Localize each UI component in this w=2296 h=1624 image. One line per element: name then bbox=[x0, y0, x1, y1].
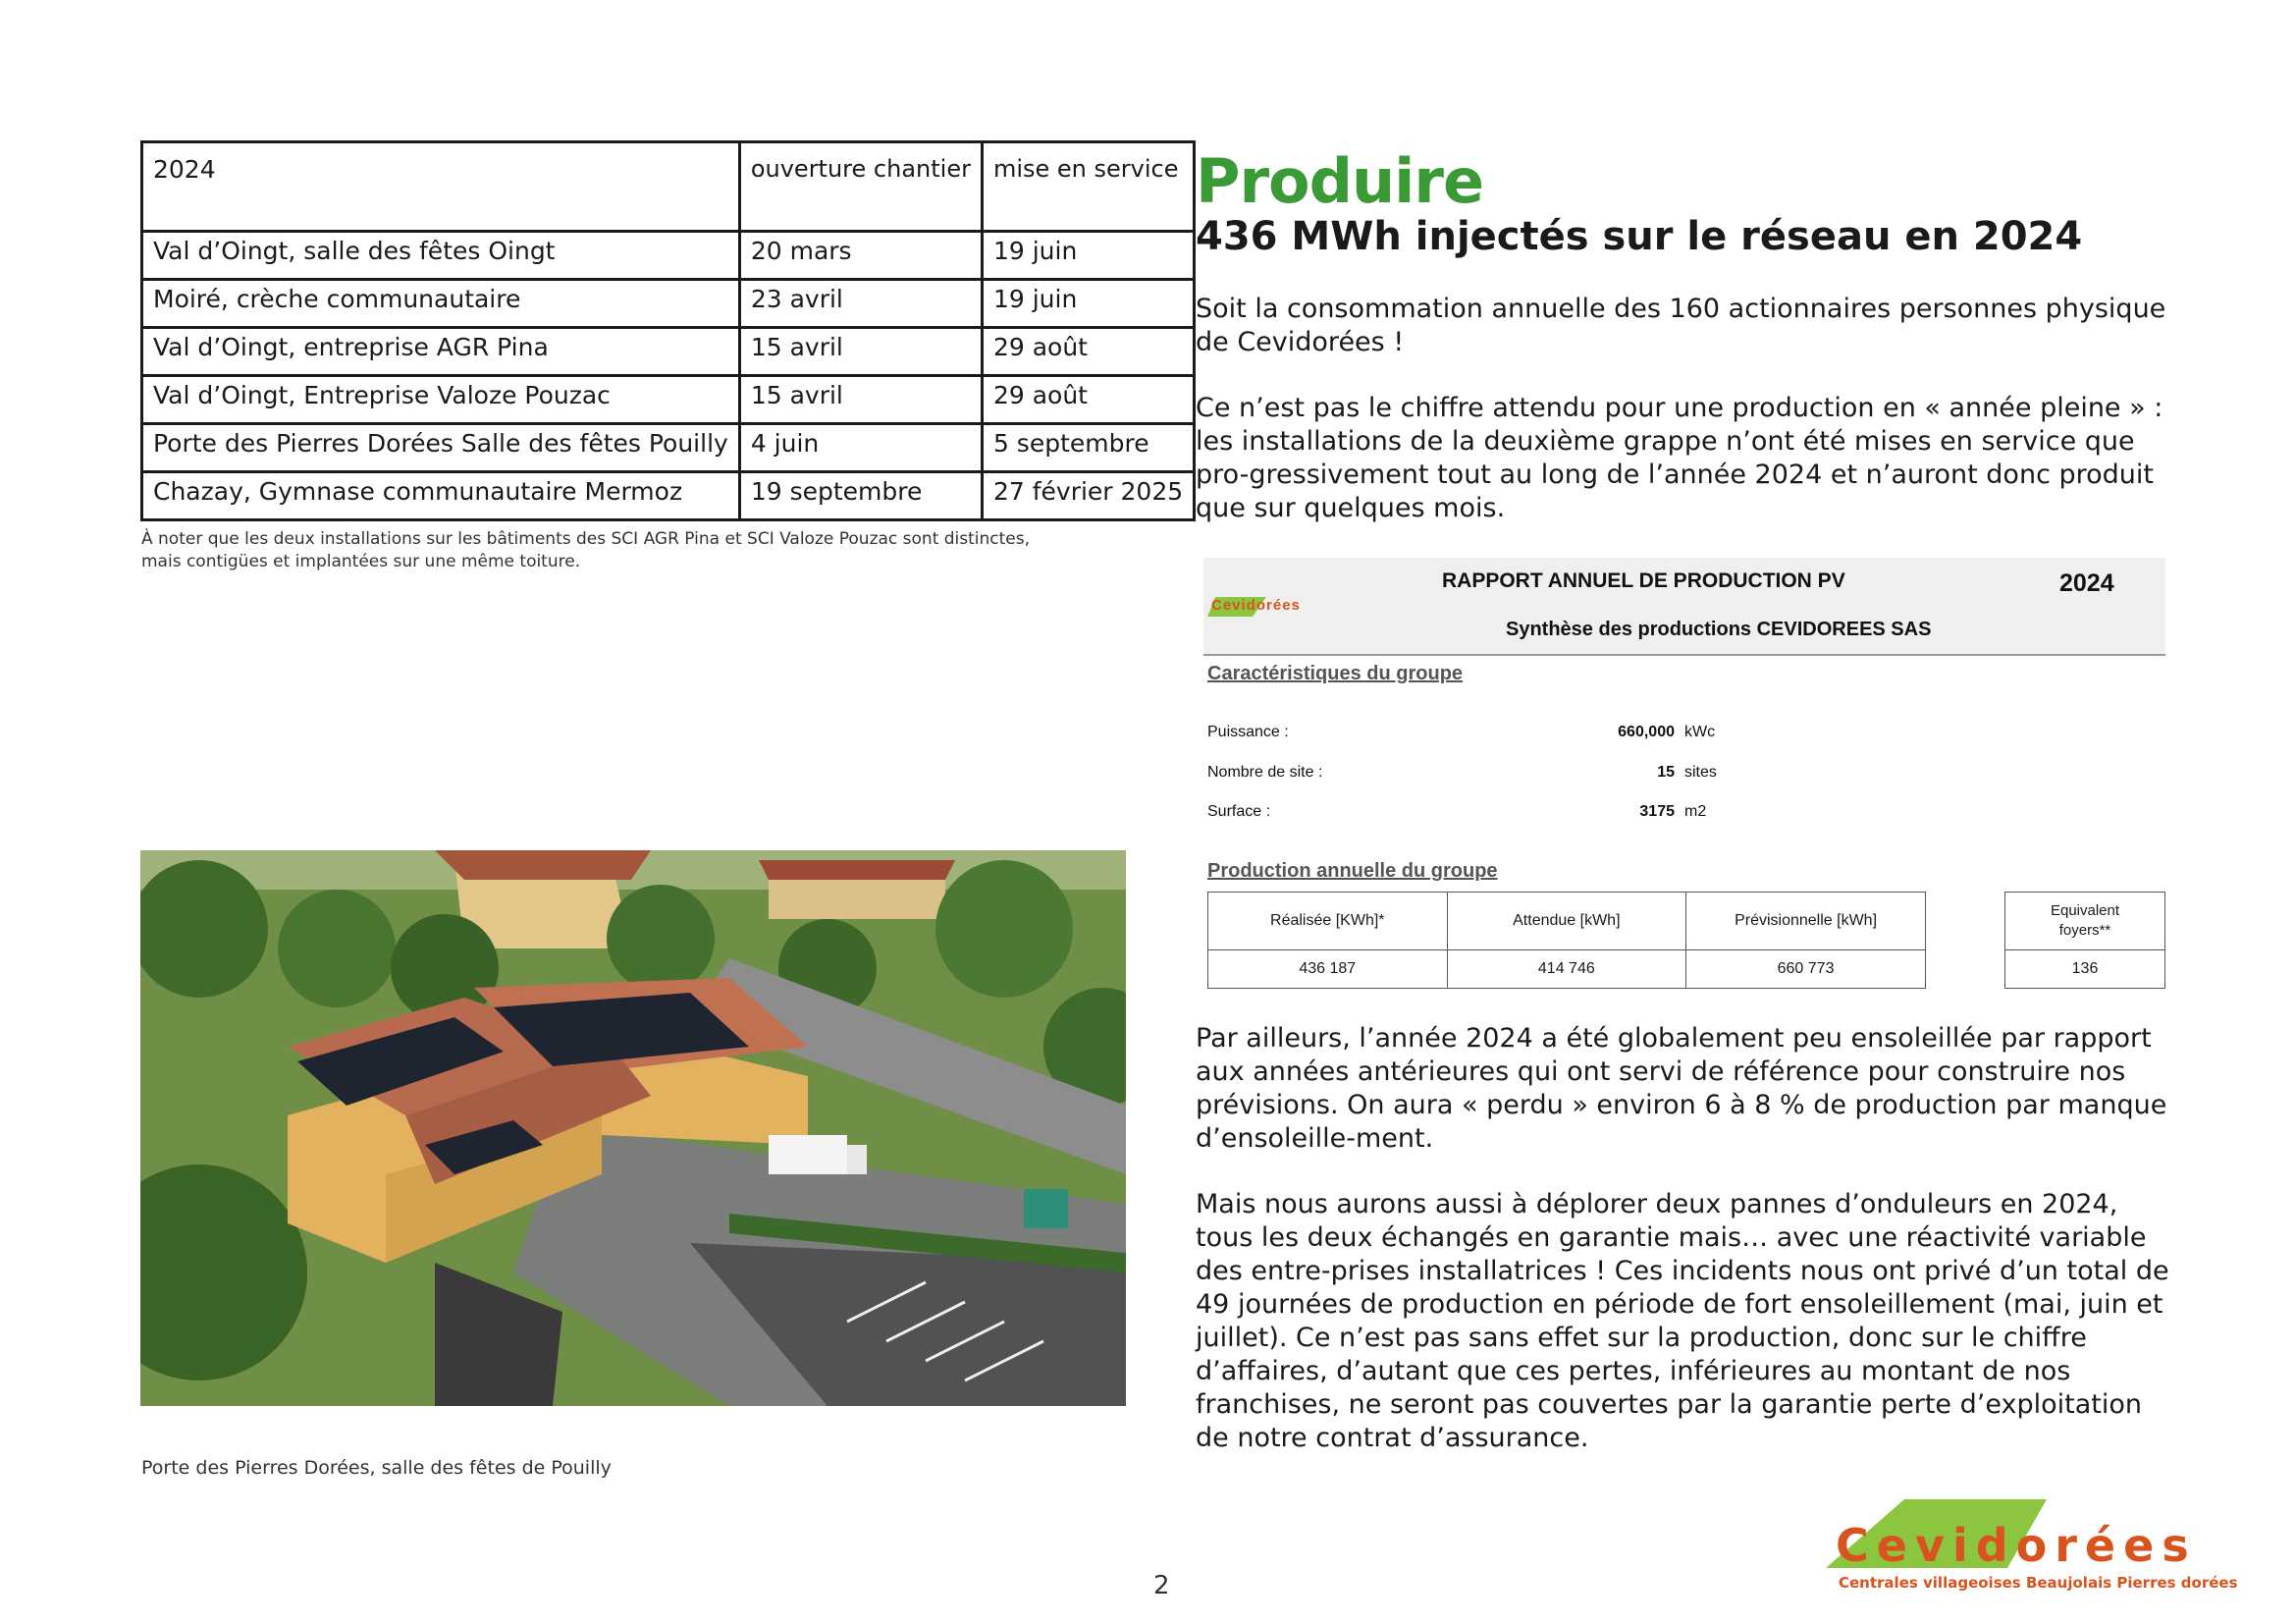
table-row bbox=[142, 280, 1195, 328]
spec-label: Nombre de site : bbox=[1207, 764, 1323, 781]
report-section-production: Production annuelle du groupe bbox=[1207, 860, 1498, 882]
report-year: 2024 bbox=[2059, 569, 2114, 597]
photo-illustration bbox=[140, 850, 1126, 1406]
production-header-realised: Réalisée [KWh]* bbox=[1208, 893, 1448, 950]
commissioning-cell: 29 août bbox=[982, 328, 1194, 376]
production-value-row bbox=[1208, 950, 1926, 989]
installation-schedule-table bbox=[140, 140, 1196, 521]
header-year: 2024 bbox=[142, 142, 740, 232]
production-value-expected: 414 746 bbox=[1447, 950, 1686, 989]
paragraph-text: les installations de la deuxième grappe n’ont été mises en service que pro-gressivement tout au long de l’année 2024 et n’auront donc produit que sur quelques mois. bbox=[1196, 426, 2154, 523]
equivalent-header bbox=[2005, 893, 2165, 950]
production-value-realised: 436 187 bbox=[1208, 950, 1448, 989]
opening-cell: 4 juin bbox=[739, 424, 982, 472]
equivalent-header-row bbox=[2005, 893, 2165, 950]
table-row bbox=[142, 328, 1195, 376]
report-subtitle: Synthèse des productions CEVIDOREES SAS bbox=[1506, 619, 1932, 640]
paragraph-sunshine: Par ailleurs, l’année 2024 a été globalement peu ensoleillée par rapport aux années antérieures qui ont servi de référence pour construire nos prévisions. On aura « perdu » environ 6 à 8 % de production par manque d’ensoleille-ment. bbox=[1196, 1023, 2167, 1154]
aerial-photo-pouilly bbox=[140, 850, 1126, 1406]
cevidorees-logo bbox=[1826, 1497, 2238, 1596]
photo-caption: Porte des Pierres Dorées, salle des fêtes de Pouilly bbox=[141, 1457, 612, 1479]
section-heading: Produire bbox=[1196, 145, 1484, 217]
site-cell: Chazay, Gymnase communautaire Mermoz bbox=[142, 472, 740, 520]
spec-label: Puissance : bbox=[1207, 724, 1289, 740]
site-cell: Val d’Oingt, Entreprise Valoze Pouzac bbox=[142, 376, 740, 424]
commissioning-cell: 5 septembre bbox=[982, 424, 1194, 472]
table-footnote bbox=[141, 528, 1030, 573]
production-header-expected: Attendue [kWh] bbox=[1447, 893, 1686, 950]
production-header-forecast: Prévisionnelle [kWh] bbox=[1686, 893, 1926, 950]
table-row bbox=[142, 232, 1195, 280]
opening-cell: 15 avril bbox=[739, 328, 982, 376]
opening-cell: 20 mars bbox=[739, 232, 982, 280]
production-header-row bbox=[1208, 893, 1926, 950]
production-value-forecast: 660 773 bbox=[1686, 950, 1926, 989]
opening-cell: 15 avril bbox=[739, 376, 982, 424]
paragraph-inverters: Mais nous aurons aussi à déplorer deux pannes d’onduleurs en 2024, tous les deux échangés en garantie mais… avec une réactivité variable des entre-prises installatrices ! Ces incidents nous ont privé d’un total de 49 journées de production en période de fort ensoleillement (mai, juin et juillet). Ce n’est pas sans effet sur la production, donc sur le chiffre d’affaires, d’autant que ces pertes, inférieures au montant de nos franchises, ne seront pas couvertes par la garantie perte d’exploitation de notre contrat d’assurance. bbox=[1196, 1189, 2169, 1453]
header-opening: ouverture chantier bbox=[739, 142, 982, 232]
logo-brand-text: Cevidorées bbox=[1836, 1519, 2197, 1572]
equivalent-value: 136 bbox=[2005, 950, 2165, 989]
commissioning-cell: 19 juin bbox=[982, 280, 1194, 328]
table-row bbox=[142, 424, 1195, 472]
site-cell: Val d’Oingt, entreprise AGR Pina bbox=[142, 328, 740, 376]
equivalent-value-row bbox=[2005, 950, 2165, 989]
spec-value: 15 bbox=[1657, 764, 1675, 781]
equivalent-header-line: Equivalent bbox=[2050, 902, 2120, 919]
report-section-characteristics: Caractéristiques du groupe bbox=[1207, 663, 1464, 684]
equivalent-table bbox=[2004, 892, 2165, 989]
equivalent-header-line: foyers** bbox=[2058, 922, 2111, 939]
production-report bbox=[1203, 558, 2165, 995]
report-title: RAPPORT ANNUEL DE PRODUCTION PV bbox=[1442, 569, 1845, 592]
opening-cell: 19 septembre bbox=[739, 472, 982, 520]
table-row bbox=[142, 376, 1195, 424]
commissioning-cell: 27 février 2025 bbox=[982, 472, 1194, 520]
header-commissioning: mise en service bbox=[982, 142, 1194, 232]
footnote-line: À noter que les deux installations sur les bâtiments des SCI AGR Pina et SCI Valoze Pouzac sont distinctes, bbox=[141, 529, 1031, 549]
spec-unit: sites bbox=[1684, 764, 1717, 781]
spec-value: 660,000 bbox=[1618, 724, 1675, 740]
production-table bbox=[1207, 892, 1926, 989]
site-cell: Porte des Pierres Dorées Salle des fêtes Pouilly bbox=[142, 424, 740, 472]
spec-unit: m2 bbox=[1684, 803, 1707, 820]
footnote-line: mais contigües et implantées sur une même toiture. bbox=[141, 552, 581, 571]
opening-cell: 23 avril bbox=[739, 280, 982, 328]
report-logo bbox=[1207, 593, 1315, 623]
paragraph-consumption: Soit la consommation annuelle des 160 actionnaires personnes physique de Cevidorées ! bbox=[1196, 294, 2166, 357]
commissioning-cell: 19 juin bbox=[982, 232, 1194, 280]
site-cell: Val d’Oingt, salle des fêtes Oingt bbox=[142, 232, 740, 280]
commissioning-cell: 29 août bbox=[982, 376, 1194, 424]
logo-tagline: Centrales villageoises Beaujolais Pierres dorées bbox=[1839, 1574, 2238, 1592]
paragraph-expected bbox=[1196, 392, 2177, 525]
table-header-row bbox=[142, 142, 1195, 232]
spec-label: Surface : bbox=[1207, 803, 1271, 820]
section-subheading: 436 MWh injectés sur le réseau en 2024 bbox=[1196, 214, 2083, 259]
paragraph-line: Ce n’est pas le chiffre attendu pour une production en « année pleine » : bbox=[1196, 393, 2163, 423]
spec-value: 3175 bbox=[1639, 803, 1675, 820]
table-row bbox=[142, 472, 1195, 520]
report-logo-text: Cevidorées bbox=[1211, 597, 1301, 614]
page-number: 2 bbox=[1153, 1571, 1170, 1600]
site-cell: Moiré, crèche communautaire bbox=[142, 280, 740, 328]
spec-unit: kWc bbox=[1684, 724, 1716, 740]
